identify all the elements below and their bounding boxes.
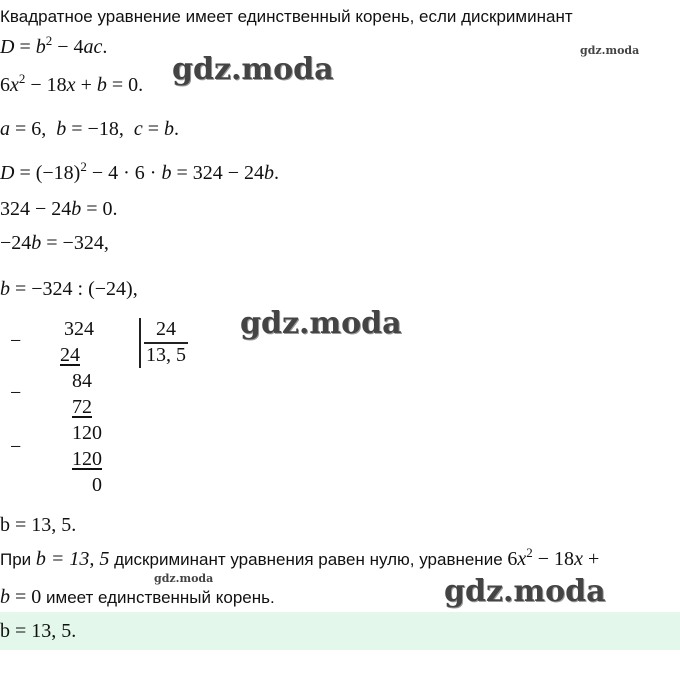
discriminant-calc: $D = (-18)^2 - 4 \cdot 6 \cdot b = 324 - 24b$. [0, 159, 280, 184]
division-vertical-bar [139, 318, 141, 368]
division-minus-3: − [10, 436, 22, 458]
division-dividend: 324 [64, 318, 94, 340]
conclusion-math3: b = 0 [0, 586, 42, 608]
conclusion-math1: b = 13, 5 [35, 548, 110, 570]
equation-zero: 324 − 24b = 0. [0, 198, 118, 220]
conclusion-math2: $6x^2 - 18x$ + [507, 545, 600, 570]
division-quotient: 13, 5 [146, 344, 186, 366]
conclusion-line-2 [0, 584, 275, 610]
watermark-3: gdz.moda [444, 574, 606, 609]
division-step-2: 84 [72, 370, 92, 392]
division-step-5: 120 [72, 448, 102, 470]
conclusion-part1: При [0, 550, 32, 569]
coefficients: a = 6, b = −18, c = b. [0, 118, 180, 140]
equation-division: b = −324 : (−24), [0, 278, 138, 300]
conclusion-line-1 [0, 546, 599, 572]
division-minus-1: − [10, 330, 22, 352]
equation: $6x^2 - 18x + b = 0$. [0, 71, 144, 96]
division-divisor: 24 [156, 318, 176, 340]
division-step-6: 0 [92, 474, 102, 496]
watermark-small-top: gdz.moda [580, 44, 640, 57]
division-step-1: 24 [60, 344, 80, 366]
watermark-1: gdz.moda [172, 52, 334, 87]
division-step-4: 120 [72, 422, 102, 444]
division-minus-2: − [10, 382, 22, 404]
equation-step: −24b = −324, [0, 232, 109, 254]
formula-discriminant: $D = b^2 - 4ac$. [0, 33, 108, 58]
answer-box [0, 612, 680, 650]
watermark-2: gdz.moda [240, 306, 402, 341]
answer: b = 13, 5. [0, 620, 77, 642]
conclusion-part3: имеет единственный корень. [46, 588, 275, 607]
result: b = 13, 5. [0, 514, 77, 536]
intro-text: Квадратное уравнение имеет единственный корень, если дискриминант [0, 7, 573, 26]
watermark-small-bottom: gdz.moda [154, 572, 214, 585]
division-step-3: 72 [72, 396, 92, 418]
conclusion-part2: дискриминант уравнения равен нулю, уравнение [114, 550, 503, 569]
